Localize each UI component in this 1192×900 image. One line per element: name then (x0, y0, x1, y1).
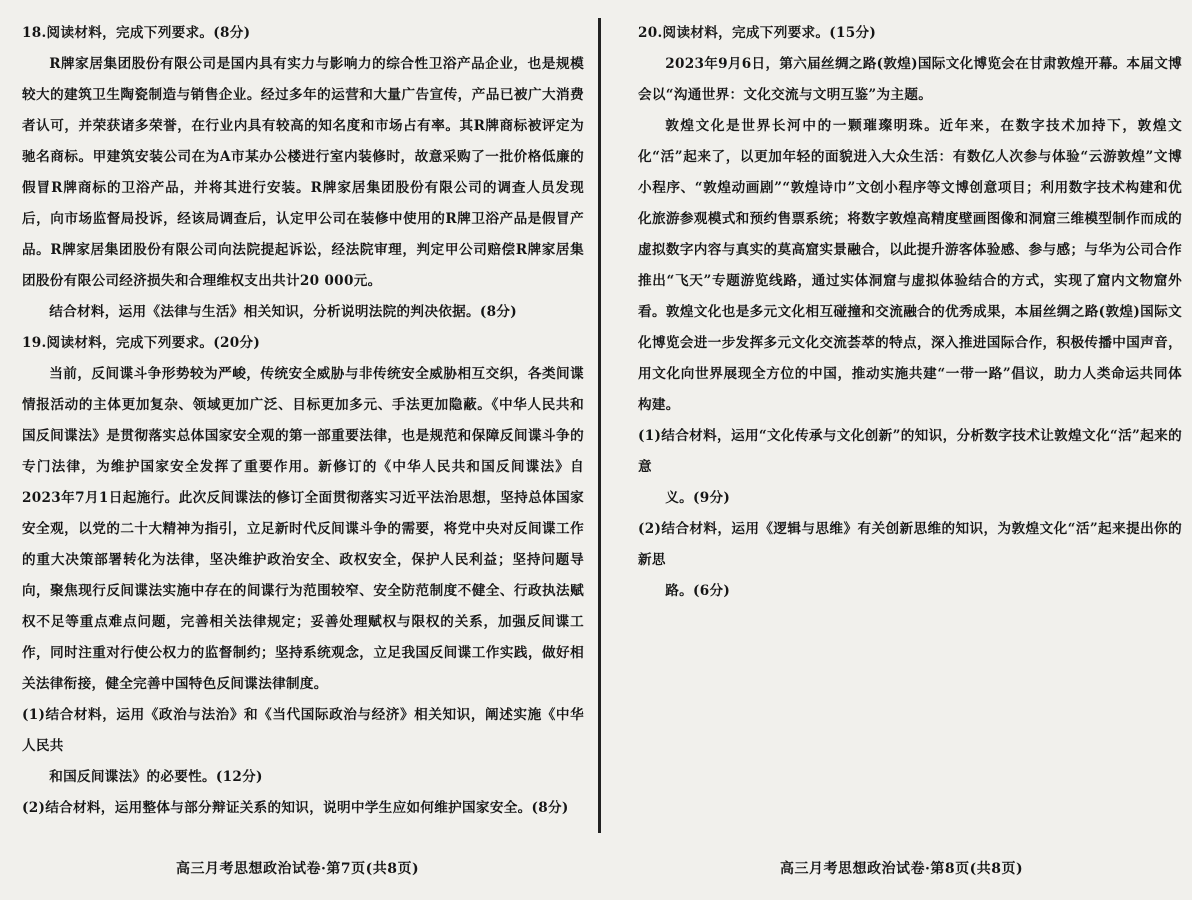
question-19-task-1-line-2: 和国反间谍法》的必要性。(12分) (49, 769, 263, 785)
question-18-material: R牌家居集团股份有限公司是国内具有实力与影响力的综合性卫浴产品企业，也是规模较大的建筑卫生陶瓷制造与销售企业。经过多年的运营和大量广告宣传，产品已被广大消费者认可，并荣获诸多荣誉，在行业内具有较高的知名度和市场占有率。其R牌商标被评定为驰名商标。甲建筑安装公司在为A市某办公楼进行室内装修时，故意采购了一批价格低廉的假冒R牌商标的卫浴产品，并将其进行安装。R牌家居集团股份有限公司的调查人员发现后，向市场监督局投诉，经该局调查后，认定甲公司在装修中使用的R牌卫浴产品是假冒产品。R牌家居集团股份有限公司向法院提起诉讼，经法院审理，判定甲公司赔偿R牌家居集团股份有限公司经济损失和合理维权支出共计20 000元。 (22, 56, 584, 289)
question-19-title: 19.阅读材料，完成下列要求。(20分) (22, 335, 261, 351)
question-20-task-2-line-2: 路。(6分) (665, 583, 731, 599)
page-divider (598, 18, 601, 833)
page-8 (604, 0, 1192, 900)
question-20-material-1: 2023年9月6日，第六届丝绸之路(敦煌)国际文化博览会在甘肃敦煌开幕。本届文博会以“沟通世界：文化交流与文明互鉴”为主题。 (638, 56, 1182, 103)
question-20-task-2-line-1: (2)结合材料，运用《逻辑与思维》有关创新思维的知识，为敦煌文化“活”起来提出你的新思 (638, 521, 1182, 568)
question-19-task-1 (22, 700, 584, 793)
question-19-task-1-line-1: (1)结合材料，运用《政治与法治》和《当代国际政治与经济》相关知识，阐述实施《中华人民共 (22, 707, 584, 754)
question-20-task-1-line-2: 义。(9分) (665, 490, 731, 506)
page-8-footer: 高三月考思想政治试卷·第8页(共8页) (780, 861, 1024, 877)
question-20-task-1 (638, 421, 1182, 514)
question-20-material-2: 敦煌文化是世界长河中的一颗璀璨明珠。近年来，在数字技术加持下，敦煌文化“活”起来了，以更加年轻的面貌进入大众生活：有数亿人次参与体验“云游敦煌”文博小程序、“敦煌动画剧”“敦煌诗巾”文创小程序等文博创意项目；利用数字技术构建和优化旅游参观模式和预约售票系统；将数字敦煌高精度壁画图像和洞窟三维模型制作而成的虚拟数字内容与真实的莫高窟实景融合，以此提升游客体验感、参与感；与华为公司合作推出“飞天”专题游览线路，通过实体洞窟与虚拟体验结合的方式，实现了窟内文物窟外看。敦煌文化也是多元文化相互碰撞和交流融合的优秀成果，本届丝绸之路(敦煌)国际文化博览会进一步发挥多元文化交流荟萃的特点，深入推进国际合作，积极传播中国声音，用文化向世界展现全方位的中国，推动实施共建“一带一路”倡议，助力人类命运共同体构建。 (638, 118, 1182, 413)
question-18-task: 结合材料，运用《法律与生活》相关知识，分析说明法院的判决依据。(8分) (49, 304, 518, 320)
page-7-footer: 高三月考思想政治试卷·第7页(共8页) (176, 861, 420, 877)
question-20-task-2 (638, 514, 1182, 607)
question-20-task-1-line-1: (1)结合材料，运用“文化传承与文化创新”的知识，分析数字技术让敦煌文化“活”起来的意 (638, 428, 1182, 475)
question-19-material: 当前，反间谍斗争形势较为严峻，传统安全威胁与非传统安全威胁相互交织，各类间谍情报活动的主体更加复杂、领域更加广泛、目标更加多元、手法更加隐蔽。《中华人民共和国反间谍法》是贯彻落实总体国家安全观的第一部重要法律，也是规范和保障反间谍斗争的专门法律，为维护国家安全发挥了重要作用。新修订的《中华人民共和国反间谍法》自2023年7月1日起施行。此次反间谍法的修订全面贯彻落实习近平法治思想，坚持总体国家安全观，以党的二十大精神为指引，立足新时代反间谍斗争的需要，将党中央对反间谍工作的重大决策部署转化为法律，坚决维护政治安全、政权安全，保护人民利益；坚持问题导向，聚焦现行反间谍法实施中存在的间谍行为范围较窄、安全防范制度不健全、行政执法赋权不足等重点难点问题，完善相关法律规定；妥善处理赋权与限权的关系，加强反间谍工作，同时注重对行使公权力的监督制约；坚持系统观念，立足我国反间谍工作实践，做好相关法律衔接，健全完善中国特色反间谍法律制度。 (22, 366, 584, 692)
question-18-title: 18.阅读材料，完成下列要求。(8分) (22, 25, 251, 41)
question-19-task-2: (2)结合材料，运用整体与部分辩证关系的知识，说明中学生应如何维护国家安全。(8分) (22, 800, 569, 816)
question-20-title: 20.阅读材料，完成下列要求。(15分) (638, 25, 877, 41)
